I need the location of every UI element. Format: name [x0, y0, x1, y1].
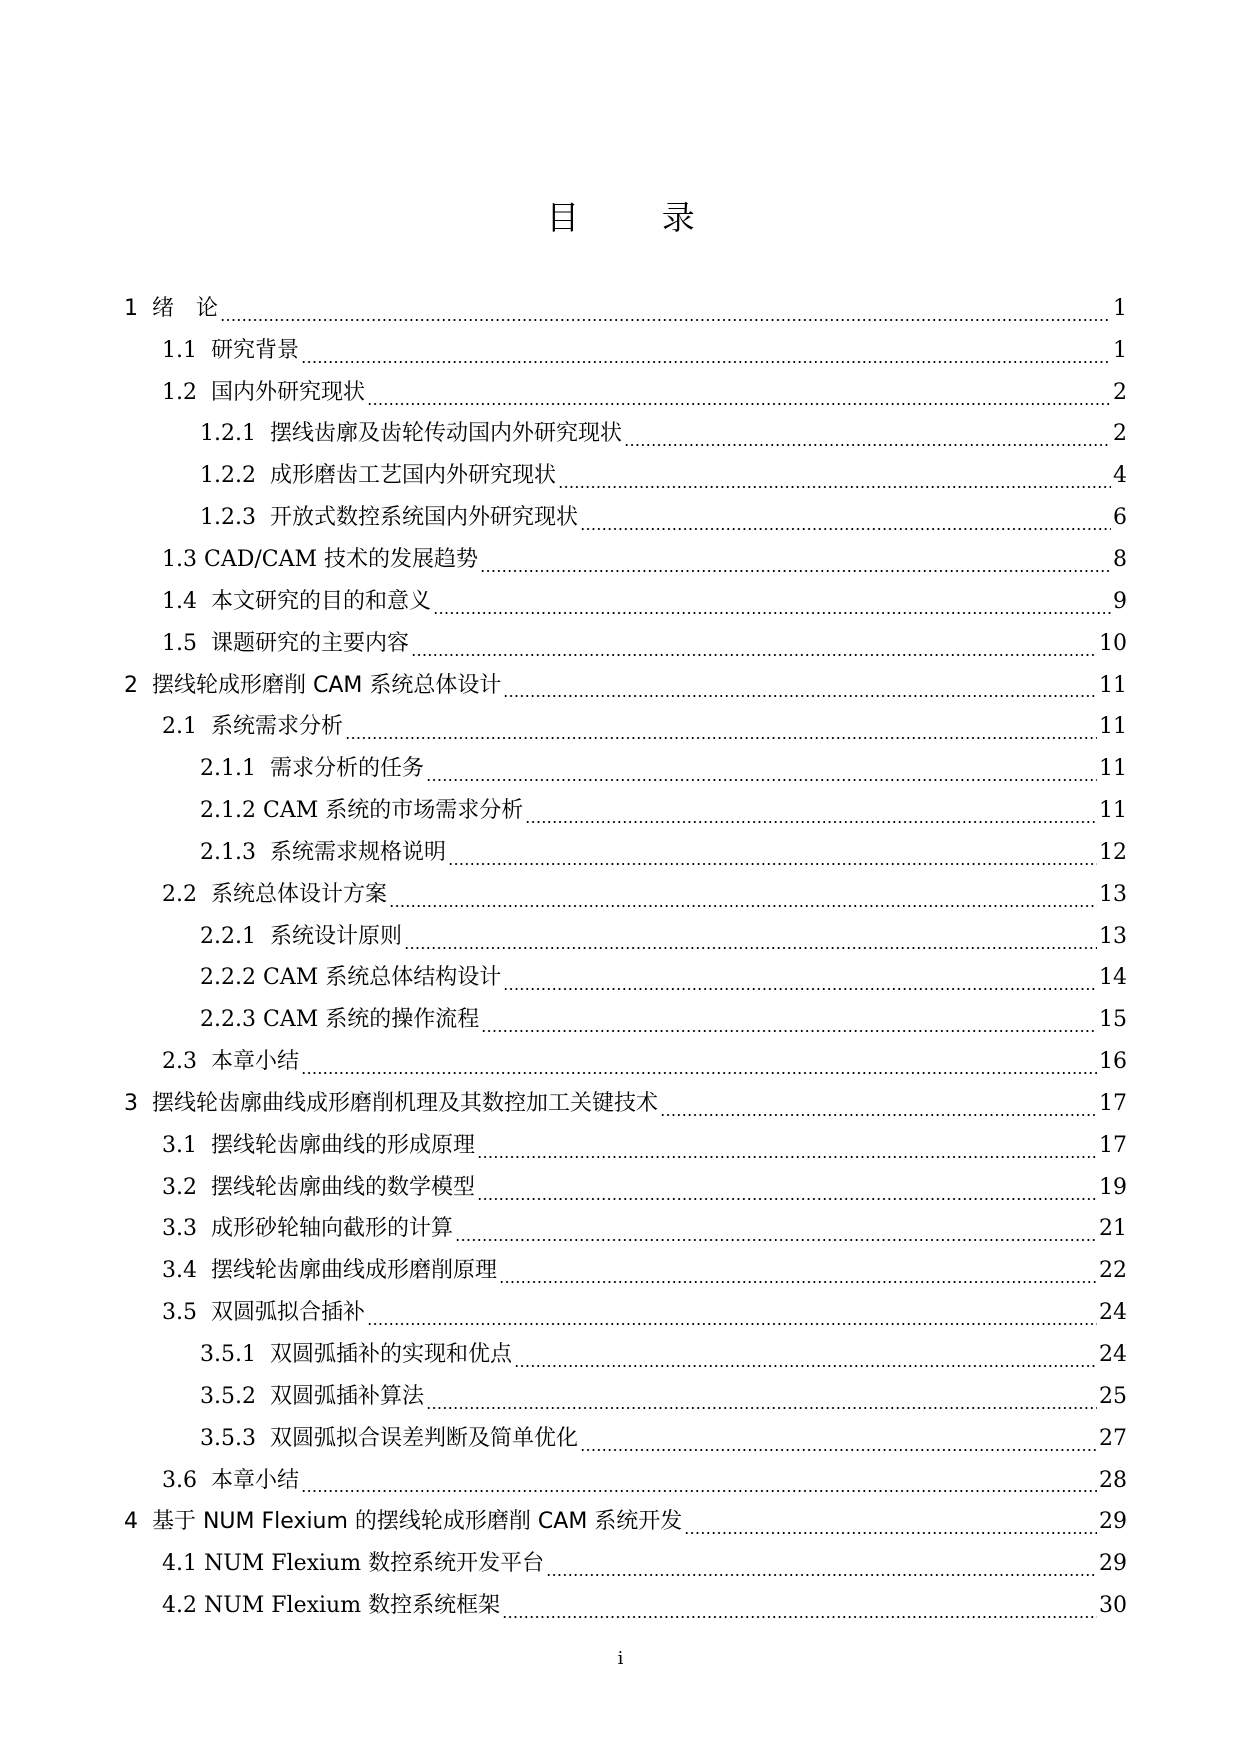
dot-leader	[433, 612, 1111, 614]
toc-entry[interactable]	[124, 455, 1127, 497]
toc-entry[interactable]	[124, 1334, 1127, 1376]
toc-entry-title: 课题研究的主要内容	[210, 630, 409, 656]
toc-entry-number: 3.3	[162, 1216, 211, 1242]
toc-entry-title: CAM 系统的操作流程	[262, 1007, 480, 1033]
toc-entry[interactable]	[124, 1585, 1127, 1627]
toc-entry-page: 11	[1099, 798, 1127, 824]
toc-entry-page: 29	[1099, 1551, 1127, 1577]
toc-entry[interactable]	[124, 1167, 1127, 1209]
toc-entry-number: 3.5.1	[200, 1342, 270, 1368]
dot-leader	[448, 863, 1097, 865]
toc-entry-page: 4	[1113, 463, 1127, 489]
toc-entry[interactable]	[124, 1125, 1127, 1167]
toc-entry-title: 成形磨齿工艺国内外研究现状	[269, 463, 556, 489]
toc-entry-number: 3.5	[162, 1300, 211, 1326]
toc-entry-page: 21	[1099, 1216, 1127, 1242]
toc-entry-number: 1.2.2	[200, 463, 270, 489]
toc-entry[interactable]	[124, 1041, 1127, 1083]
toc-entry-number: 2.2.2	[200, 965, 263, 991]
dot-leader	[477, 1198, 1097, 1200]
toc-entry-number: 1.1	[162, 337, 211, 363]
toc-entry-number: 3.5.3	[200, 1425, 270, 1451]
toc-entry-title: 双圆弧插补的实现和优点	[269, 1342, 512, 1368]
toc-entry-page: 1	[1113, 337, 1127, 363]
toc-entry-page: 19	[1099, 1174, 1127, 1200]
toc-entry-number: 4.2	[162, 1593, 204, 1619]
toc-entry-title: CAD/CAM 技术的发展趋势	[203, 546, 478, 572]
dot-leader	[301, 1072, 1097, 1074]
toc-entry-title: 本章小结	[210, 1049, 299, 1075]
dot-leader	[455, 1239, 1097, 1241]
toc-entry-number: 3.4	[162, 1258, 211, 1284]
dot-leader	[499, 1281, 1097, 1283]
toc-entry-page: 10	[1099, 630, 1127, 656]
toc-entry-title: 本文研究的目的和意义	[210, 588, 431, 614]
toc-entry-page: 24	[1099, 1300, 1127, 1326]
toc-entry-number: 2.1	[162, 714, 211, 740]
toc-entry-page: 30	[1099, 1593, 1127, 1619]
toc-entry-number: 4.1	[162, 1551, 204, 1577]
toc-entry[interactable]	[124, 1083, 1127, 1125]
toc-entry-title: NUM Flexium 数控系统开发平台	[203, 1551, 545, 1577]
toc-entry-title: 双圆弧插补算法	[269, 1383, 424, 1409]
toc-entry-title: 摆线齿廓及齿轮传动国内外研究现状	[269, 421, 622, 447]
dot-leader	[411, 654, 1097, 656]
toc-entry-page: 15	[1099, 1007, 1127, 1033]
toc-entry[interactable]	[124, 916, 1127, 958]
toc-entry[interactable]	[124, 288, 1127, 330]
dot-leader	[389, 905, 1097, 907]
toc-entry[interactable]	[124, 414, 1127, 456]
toc-entry[interactable]	[124, 748, 1127, 790]
dot-leader	[345, 737, 1097, 739]
dot-leader	[301, 1490, 1097, 1492]
toc-entry[interactable]	[124, 581, 1127, 623]
dot-leader	[367, 1323, 1097, 1325]
toc-entry[interactable]	[124, 1501, 1127, 1543]
toc-entry-page: 11	[1099, 672, 1127, 698]
toc-entry-page: 16	[1099, 1049, 1127, 1075]
toc-entry-page: 14	[1099, 965, 1127, 991]
toc-entry-number: 2.1.1	[200, 756, 270, 782]
toc-entry-title: 双圆弧拟合误差判断及简单优化	[269, 1425, 578, 1451]
toc-entry-page: 2	[1113, 379, 1127, 405]
dot-leader	[525, 821, 1097, 823]
dot-leader	[426, 1407, 1097, 1409]
toc-entry-title: 国内外研究现状	[210, 379, 365, 405]
toc-entry-title: 摆线轮齿廓曲线成形磨削机理及其数控加工关键技术	[151, 1090, 658, 1116]
toc-entry[interactable]	[124, 665, 1127, 707]
toc-entry[interactable]	[124, 1250, 1127, 1292]
toc-entry-page: 11	[1099, 714, 1127, 740]
dot-leader	[404, 947, 1097, 949]
toc-entry-title: 开放式数控系统国内外研究现状	[269, 505, 578, 531]
dot-leader	[503, 695, 1097, 697]
toc-entry[interactable]	[124, 1292, 1127, 1334]
toc-entry-title: NUM Flexium 数控系统框架	[203, 1593, 501, 1619]
toc-entry-number: 3	[124, 1090, 152, 1116]
toc-entry-title: 本章小结	[210, 1467, 299, 1493]
dot-leader	[477, 1156, 1097, 1158]
toc-entry-page: 22	[1099, 1258, 1127, 1284]
toc-entry-number: 2.2.3	[200, 1007, 263, 1033]
toc-entry[interactable]	[124, 1460, 1127, 1502]
dot-leader	[684, 1532, 1097, 1534]
toc-entry-page: 11	[1099, 756, 1127, 782]
toc-entry-page: 13	[1099, 923, 1127, 949]
toc-entry-title: 摆线轮齿廓曲线成形磨削原理	[210, 1258, 497, 1284]
toc-entry-title: 基于 NUM Flexium 的摆线轮成形磨削 CAM 系统开发	[151, 1509, 683, 1535]
toc-entry-number: 3.2	[162, 1174, 211, 1200]
toc-entry-number: 2.2.1	[200, 923, 270, 949]
dot-leader	[481, 1030, 1097, 1032]
toc-entry[interactable]	[124, 1543, 1127, 1585]
toc-entry[interactable]	[124, 1376, 1127, 1418]
dot-leader	[220, 319, 1111, 321]
dot-leader	[301, 361, 1111, 363]
dot-leader	[514, 1365, 1097, 1367]
dot-leader	[480, 570, 1111, 572]
toc-entry-title: 系统需求规格说明	[269, 839, 446, 865]
toc-entry[interactable]	[124, 874, 1127, 916]
page-title: 目 录	[546, 198, 731, 237]
toc-entry-title: 摆线轮齿廓曲线的形成原理	[210, 1132, 475, 1158]
toc-entry-number: 3.6	[162, 1467, 211, 1493]
toc-entry-page: 24	[1099, 1342, 1127, 1368]
toc-entry-title: CAM 系统总体结构设计	[262, 965, 502, 991]
dot-leader	[503, 988, 1097, 990]
toc-entry[interactable]	[124, 706, 1127, 748]
dot-leader	[580, 1449, 1097, 1451]
dot-leader	[558, 486, 1111, 488]
toc-entry-number: 1.2	[162, 379, 211, 405]
dot-leader	[580, 528, 1111, 530]
toc-entry-page: 25	[1099, 1383, 1127, 1409]
toc-entry-number: 2.2	[162, 881, 211, 907]
toc-entry[interactable]	[124, 999, 1127, 1041]
toc-entry-number: 3.1	[162, 1132, 211, 1158]
toc-entry-number: 1.5	[162, 630, 211, 656]
toc-entry[interactable]	[124, 497, 1127, 539]
toc-entry-number: 2	[124, 672, 152, 698]
toc-entry-page: 27	[1099, 1425, 1127, 1451]
toc-entry-page: 12	[1099, 839, 1127, 865]
toc-entry-title: 摆线轮成形磨削 CAM 系统总体设计	[151, 672, 502, 698]
page-number: i	[617, 1648, 624, 1669]
toc-entry[interactable]	[124, 539, 1127, 581]
toc-entry-title: CAM 系统的市场需求分析	[262, 798, 524, 824]
toc-entry-number: 1.2.3	[200, 505, 270, 531]
toc-entry-number: 1.4	[162, 588, 211, 614]
table-of-contents	[124, 288, 1127, 1627]
toc-entry-number: 1.3	[162, 546, 204, 572]
toc-entry-page: 8	[1113, 546, 1127, 572]
toc-entry[interactable]	[124, 623, 1127, 665]
toc-entry-title: 绪 论	[151, 295, 218, 321]
dot-leader	[660, 1114, 1097, 1116]
dot-leader	[502, 1616, 1097, 1618]
toc-entry-title: 系统总体设计方案	[210, 881, 387, 907]
dot-leader	[624, 444, 1111, 446]
toc-entry-title: 双圆弧拟合插补	[210, 1300, 365, 1326]
toc-entry[interactable]	[124, 1209, 1127, 1251]
toc-entry[interactable]	[124, 958, 1127, 1000]
toc-entry-page: 9	[1113, 588, 1127, 614]
toc-entry-page: 28	[1099, 1467, 1127, 1493]
toc-entry[interactable]	[124, 832, 1127, 874]
toc-entry-title: 系统设计原则	[269, 923, 402, 949]
toc-entry-number: 4	[124, 1509, 152, 1535]
toc-entry-page: 1	[1113, 295, 1127, 321]
toc-entry-number: 2.1.3	[200, 839, 270, 865]
toc-entry[interactable]	[124, 330, 1127, 372]
toc-entry-title: 摆线轮齿廓曲线的数学模型	[210, 1174, 475, 1200]
toc-entry[interactable]	[124, 790, 1127, 832]
dot-leader	[426, 779, 1097, 781]
toc-entry[interactable]	[124, 372, 1127, 414]
toc-entry-number: 1	[124, 295, 152, 321]
toc-entry-page: 17	[1099, 1132, 1127, 1158]
toc-entry-number: 1.2.1	[200, 421, 270, 447]
toc-entry-title: 研究背景	[210, 337, 299, 363]
dot-leader	[367, 403, 1111, 405]
toc-entry-page: 17	[1099, 1090, 1127, 1116]
toc-entry-title: 系统需求分析	[210, 714, 343, 740]
toc-entry-title: 需求分析的任务	[269, 756, 424, 782]
toc-entry-number: 3.5.2	[200, 1383, 270, 1409]
toc-entry-page: 2	[1113, 421, 1127, 447]
toc-entry-page: 13	[1099, 881, 1127, 907]
toc-entry[interactable]	[124, 1418, 1127, 1460]
toc-entry-page: 29	[1099, 1509, 1127, 1535]
toc-entry-number: 2.3	[162, 1049, 211, 1075]
toc-entry-title: 成形砂轮轴向截形的计算	[210, 1216, 453, 1242]
toc-entry-page: 6	[1113, 505, 1127, 531]
dot-leader	[546, 1574, 1097, 1576]
toc-entry-number: 2.1.2	[200, 798, 263, 824]
